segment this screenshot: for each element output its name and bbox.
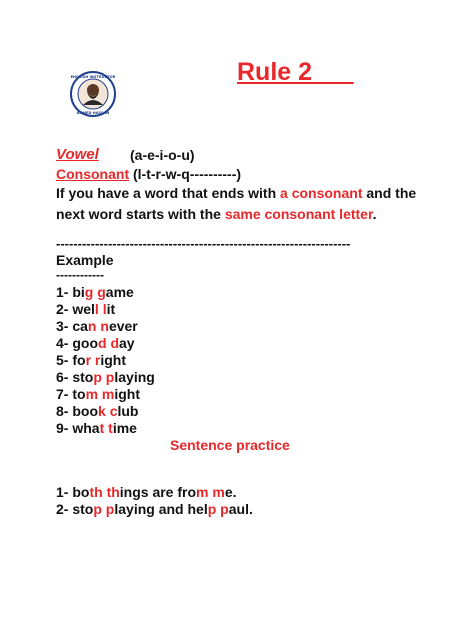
consonant-heading: Consonant (56, 166, 130, 182)
page-title: Rule 2 (237, 58, 354, 86)
instructor-logo (70, 71, 116, 117)
rule-text-part: and the next word starts with the (56, 185, 417, 222)
practice-list (56, 484, 253, 518)
list-item: 3- can never (56, 318, 138, 334)
list-item: 1- both things are from me. (56, 484, 237, 500)
vowel-row (56, 146, 195, 163)
rule-text-part: If you have a word that ends with (56, 185, 281, 201)
svg-text:ENGLISH INSTRUCTOR: ENGLISH INSTRUCTOR (70, 75, 116, 79)
example-list (56, 284, 155, 437)
rule-text-part: . (372, 206, 377, 222)
consonant-row (56, 166, 241, 182)
rule-highlight: same consonant letter (224, 206, 373, 222)
list-item: 5- for right (56, 352, 127, 368)
list-item: 6- stop playing (56, 369, 155, 385)
list-item: 4- good day (56, 335, 135, 351)
rule-description (56, 183, 426, 225)
sentence-practice-heading: Sentence practice (170, 437, 290, 453)
vowel-letters: (a-e-i-o-u) (130, 147, 195, 163)
svg-text:AHMED HASSAN: AHMED HASSAN (76, 111, 110, 115)
example-underline: ------------ (56, 268, 104, 282)
rule-highlight: a consonant (280, 185, 363, 201)
vowel-heading: Vowel (56, 146, 99, 163)
list-item: 2- stop playing and help paul. (56, 501, 253, 517)
consonant-letters: (l-t-r-w-q----------) (133, 166, 242, 182)
list-item: 2- well lit (56, 301, 116, 317)
section-divider: -------------------------------------------------------------------- (56, 236, 351, 251)
list-item: 7- tom might (56, 386, 141, 402)
example-heading: Example (56, 252, 114, 268)
list-item: 8- book club (56, 403, 139, 419)
list-item: 1- big game (56, 284, 134, 300)
list-item: 9- what time (56, 420, 137, 436)
